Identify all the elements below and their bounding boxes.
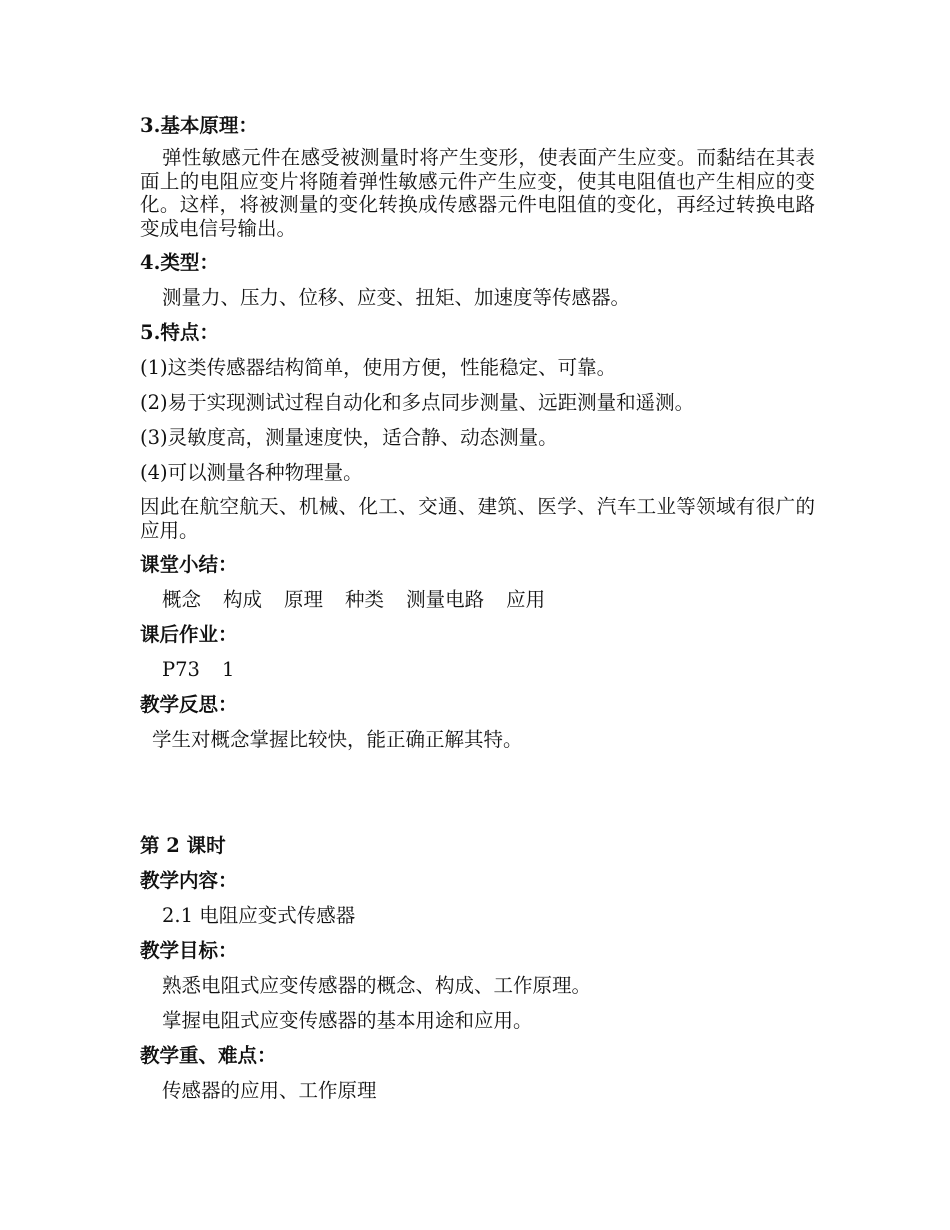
features-conclusion: 因此在航空航天、机械、化工、交通、建筑、医学、汽车工业等领域有很广的应用。	[140, 495, 815, 542]
section-heading-homework: 课后作业：	[140, 623, 238, 646]
homework-line	[140, 657, 815, 682]
summary-item: 应用	[506, 588, 546, 611]
section-heading-principle: 3.基本原理：	[140, 114, 258, 137]
key-points-text: 传感器的应用、工作原理	[162, 1079, 377, 1102]
section-heading-summary: 课堂小结：	[140, 553, 238, 576]
reflection-text: 学生对概念掌握比较快，能正确正解其特。	[152, 728, 523, 751]
section-heading-reflection: 教学反思：	[140, 693, 238, 716]
feature-item: (1)这类传感器结构简单，使用方便，性能稳定、可靠。	[140, 356, 617, 379]
summary-item: 原理	[284, 588, 324, 611]
summary-item: 概念	[162, 588, 202, 611]
lesson-title: 第 2 课时	[140, 834, 226, 857]
goal-item: 掌握电阻式应变传感器的基本用途和应用。	[162, 1009, 533, 1032]
section-heading-features: 5.特点：	[140, 321, 219, 344]
feature-item: (2)易于实现测试过程自动化和多点同步测量、远距测量和遥测。	[140, 391, 695, 414]
principle-paragraph: 弹性敏感元件在感受被测量时将产生变形，使表面产生应变。而黏结在其表面上的电阻应变片将随着弹性敏感元件产生应变，使其电阻值也产生相应的变化。这样，将被测量的变化转换成传感器元件电阻值的变化，再经过转换电路变成电信号输出。	[140, 146, 815, 240]
section-heading-key-points: 教学重、难点：	[140, 1044, 277, 1067]
types-text: 测量力、压力、位移、应变、扭矩、加速度等传感器。	[162, 286, 631, 309]
document-page	[140, 113, 815, 1103]
homework-page: P73	[162, 658, 200, 681]
summary-item: 种类	[345, 588, 385, 611]
lesson-content: 2.1 电阻应变式传感器	[162, 904, 356, 927]
summary-item: 构成	[223, 588, 263, 611]
goal-item: 熟悉电阻式应变传感器的概念、构成、工作原理。	[162, 974, 592, 997]
summary-item: 测量电路	[406, 588, 485, 611]
feature-item: (4)可以测量各种物理量。	[140, 461, 363, 484]
summary-items	[140, 587, 815, 612]
section-heading-content: 教学内容：	[140, 869, 238, 892]
feature-item: (3)灵敏度高，测量速度快，适合静、动态测量。	[140, 426, 558, 449]
homework-number: 1	[221, 658, 235, 681]
section-heading-types: 4.类型：	[140, 251, 219, 274]
section-heading-goals: 教学目标：	[140, 939, 238, 962]
section-spacer	[140, 752, 815, 823]
